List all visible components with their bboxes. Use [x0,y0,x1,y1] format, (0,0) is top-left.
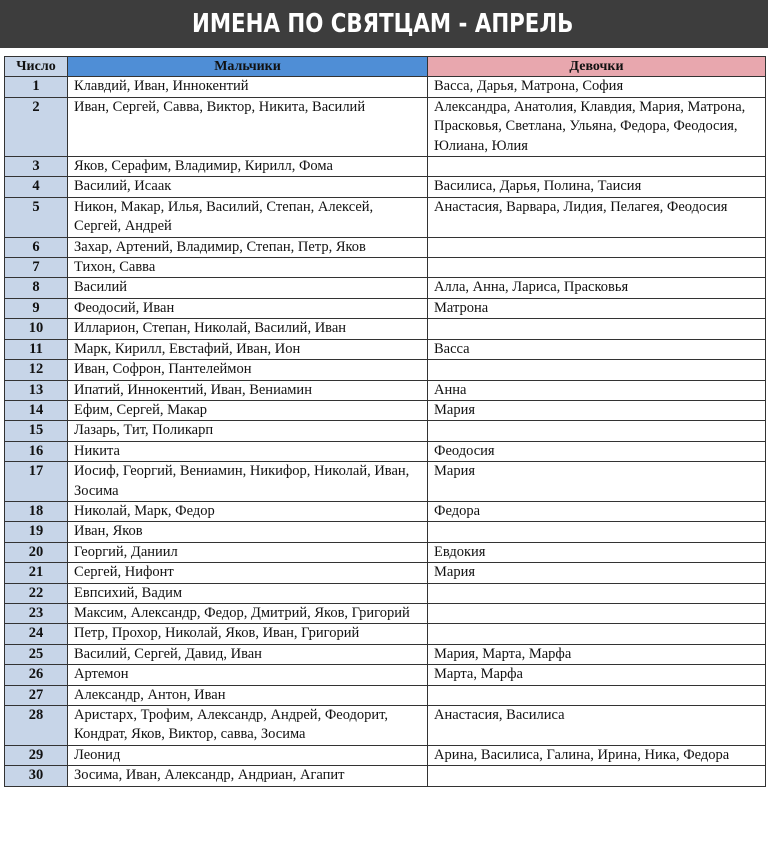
page-title: ИМЕНА ПО СВЯТЦАМ - АПРЕЛЬ [192,9,574,39]
day-number: 1 [5,77,68,97]
table-row [5,685,766,705]
boys-names: Никита [68,441,428,461]
girls-names [428,157,766,177]
day-number: 25 [5,644,68,664]
header-row [5,57,766,77]
table-row [5,583,766,603]
boys-names: Ефим, Сергей, Макар [68,400,428,420]
boys-names: Сергей, Нифонт [68,563,428,583]
table-row [5,624,766,644]
girls-names [428,583,766,603]
boys-names: Василий, Сергей, Давид, Иван [68,644,428,664]
boys-names: Артемон [68,665,428,685]
boys-names: Ипатий, Иннокентий, Иван, Вениамин [68,380,428,400]
day-number: 30 [5,766,68,786]
girls-names: Анастасия, Василиса [428,706,766,746]
girls-names: Алла, Анна, Лариса, Прасковья [428,278,766,298]
boys-names: Василий [68,278,428,298]
girls-names [428,766,766,786]
boys-names: Петр, Прохор, Николай, Яков, Иван, Григорий [68,624,428,644]
day-number: 29 [5,745,68,765]
girls-names [428,360,766,380]
day-number: 11 [5,339,68,359]
table-row [5,237,766,257]
table-row [5,766,766,786]
day-number: 23 [5,603,68,623]
table-row [5,745,766,765]
boys-names: Леонид [68,745,428,765]
boys-names: Феодосий, Иван [68,298,428,318]
boys-names: Илларион, Степан, Николай, Василий, Иван [68,319,428,339]
day-number: 24 [5,624,68,644]
day-number: 21 [5,563,68,583]
header-boys: Мальчики [68,57,428,77]
table-row [5,603,766,623]
day-number: 8 [5,278,68,298]
girls-names: Александра, Анатолия, Клавдия, Мария, Матрона, Прасковья, Светлана, Ульяна, Федора, Феодосия, Юлиана, Юлия [428,97,766,156]
day-number: 13 [5,380,68,400]
table-row [5,501,766,521]
table-row [5,400,766,420]
table-row [5,177,766,197]
table-row [5,258,766,278]
header-girls: Девочки [428,57,766,77]
table-row [5,157,766,177]
day-number: 9 [5,298,68,318]
girls-names: Феодосия [428,441,766,461]
girls-names: Василиса, Дарья, Полина, Таисия [428,177,766,197]
boys-names: Тихон, Савва [68,258,428,278]
names-table [4,56,766,787]
boys-names: Евпсихий, Вадим [68,583,428,603]
boys-names: Максим, Александр, Федор, Дмитрий, Яков, Григорий [68,603,428,623]
girls-names: Мария [428,462,766,502]
day-number: 2 [5,97,68,156]
day-number: 27 [5,685,68,705]
boys-names: Лазарь, Тит, Поликарп [68,421,428,441]
title-banner [0,0,768,48]
girls-names: Арина, Василиса, Галина, Ирина, Ника, Федора [428,745,766,765]
boys-names: Иван, Софрон, Пантелеймон [68,360,428,380]
boys-names: Аристарх, Трофим, Александр, Андрей, Феодорит, Кондрат, Яков, Виктор, савва, Зосима [68,706,428,746]
table-row [5,197,766,237]
boys-names: Клавдий, Иван, Иннокентий [68,77,428,97]
girls-names: Анастасия, Варвара, Лидия, Пелагея, Феодосия [428,197,766,237]
girls-names: Васса, Дарья, Матрона, София [428,77,766,97]
table-row [5,441,766,461]
day-number: 6 [5,237,68,257]
girls-names: Анна [428,380,766,400]
table-row [5,278,766,298]
table-row [5,563,766,583]
table-row [5,298,766,318]
table-row [5,542,766,562]
day-number: 12 [5,360,68,380]
girls-names [428,421,766,441]
girls-names [428,237,766,257]
girls-names [428,522,766,542]
boys-names: Никон, Макар, Илья, Василий, Степан, Алексей, Сергей, Андрей [68,197,428,237]
boys-names: Марк, Кирилл, Евстафий, Иван, Ион [68,339,428,359]
table-row [5,339,766,359]
girls-names: Матрона [428,298,766,318]
girls-names: Марта, Марфа [428,665,766,685]
day-number: 4 [5,177,68,197]
table-row [5,706,766,746]
table-row [5,380,766,400]
day-number: 22 [5,583,68,603]
boys-names: Василий, Исаак [68,177,428,197]
day-number: 7 [5,258,68,278]
boys-names: Иван, Яков [68,522,428,542]
table-row [5,644,766,664]
boys-names: Николай, Марк, Федор [68,501,428,521]
day-number: 17 [5,462,68,502]
girls-names: Мария [428,400,766,420]
boys-names: Зосима, Иван, Александр, Андриан, Агапит [68,766,428,786]
table-row [5,421,766,441]
girls-names [428,319,766,339]
day-number: 10 [5,319,68,339]
girls-names: Мария, Марта, Марфа [428,644,766,664]
table-row [5,360,766,380]
girls-names: Васса [428,339,766,359]
girls-names: Федора [428,501,766,521]
day-number: 16 [5,441,68,461]
table-row [5,77,766,97]
day-number: 3 [5,157,68,177]
day-number: 19 [5,522,68,542]
girls-names [428,624,766,644]
table-row [5,665,766,685]
table-row [5,319,766,339]
day-number: 20 [5,542,68,562]
girls-names: Евдокия [428,542,766,562]
girls-names [428,603,766,623]
girls-names [428,685,766,705]
boys-names: Иосиф, Георгий, Вениамин, Никифор, Николай, Иван, Зосима [68,462,428,502]
boys-names: Захар, Артений, Владимир, Степан, Петр, Яков [68,237,428,257]
day-number: 26 [5,665,68,685]
girls-names: Мария [428,563,766,583]
header-number: Число [5,57,68,77]
day-number: 14 [5,400,68,420]
day-number: 15 [5,421,68,441]
table-row [5,97,766,156]
table-row [5,462,766,502]
boys-names: Александр, Антон, Иван [68,685,428,705]
boys-names: Яков, Серафим, Владимир, Кирилл, Фома [68,157,428,177]
boys-names: Иван, Сергей, Савва, Виктор, Никита, Василий [68,97,428,156]
table-row [5,522,766,542]
day-number: 5 [5,197,68,237]
boys-names: Георгий, Даниил [68,542,428,562]
day-number: 28 [5,706,68,746]
girls-names [428,258,766,278]
day-number: 18 [5,501,68,521]
